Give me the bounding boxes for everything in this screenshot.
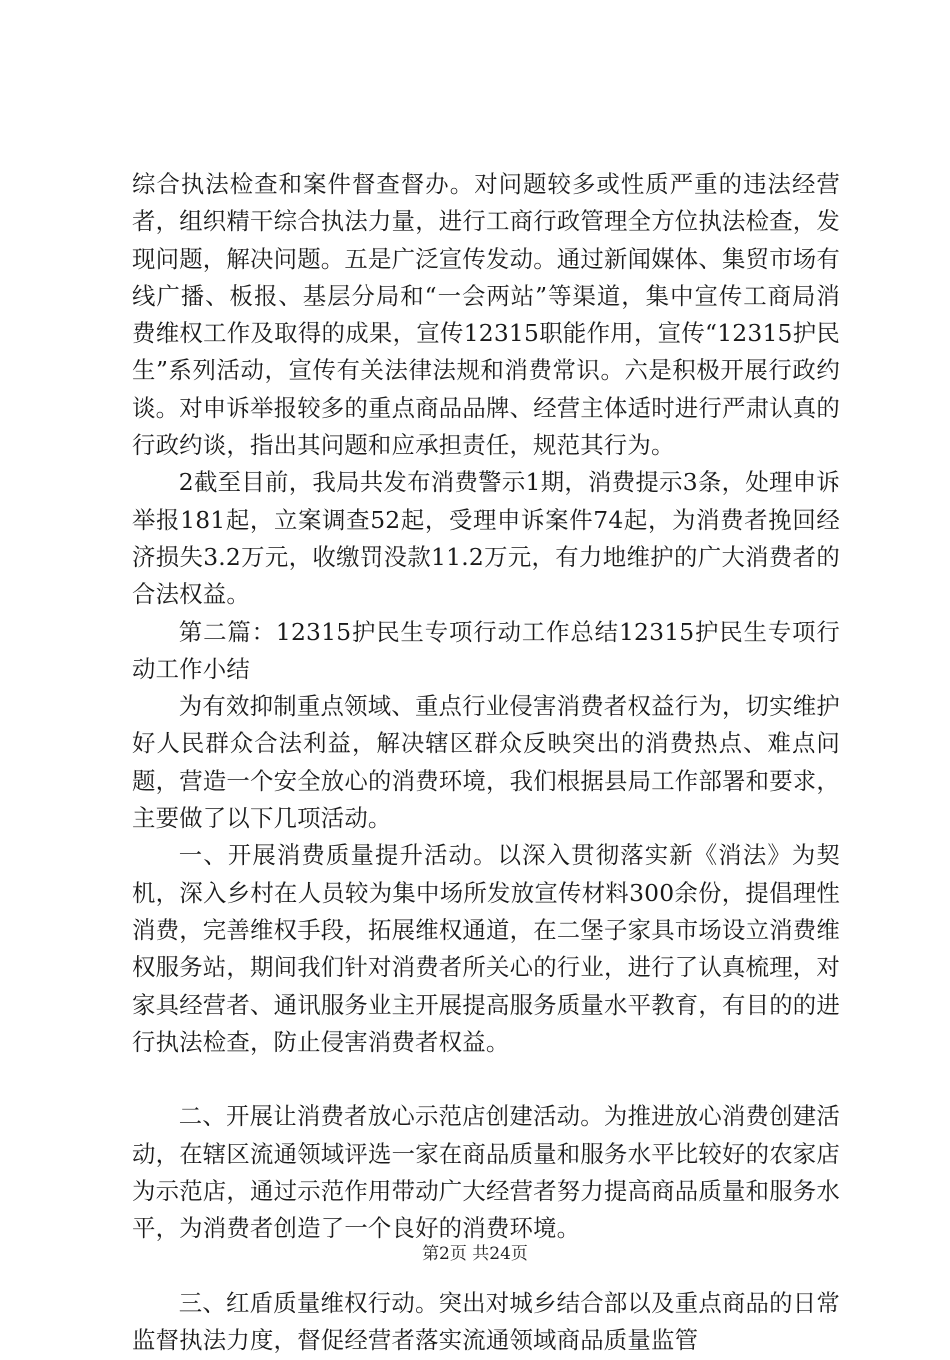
paragraph-item-one: 一、开展消费质量提升活动。以深入贯彻落实新《消法》为契机，深入乡村在人员较为集中场所发放宣传材料300余份，提倡理性消费，完善维权手段，拓展维权通道，在二堡子家具市场设立消费维权服务站，期间我们针对消费者所关心的行业，进行了认真梳理，对家具经营者、通讯服务业主开展提高服务质量水平教育，有目的的进行执法检查，防止侵害消费者权益。 — [132, 841, 840, 1056]
paragraph-introduction: 为有效抑制重点领域、重点行业侵害消费者权益行为，切实维护好人民群众合法利益，解决辖区群众反映突出的消费热点、难点问题，营造一个安全放心的消费环境，我们根据县局工作部署和要求，主要做了以下几项活动。 — [132, 692, 840, 833]
page-number-label: 第2页 共24页 — [422, 1244, 528, 1264]
paragraph-statistics: 2截至目前，我局共发布消费警示1期，消费提示3条，处理申诉举报181起，立案调查52起，受理申诉案件74起，为消费者挽回经济损失3.2万元，收缴罚没款11.2万元，有力地维护的广大消费者的合法权益。 — [132, 468, 840, 609]
document-body — [132, 166, 840, 1360]
paragraph-item-two: 二、开展让消费者放心示范店创建活动。为推进放心消费创建活动，在辖区流通领域评选一家在商品质量和服务水平比较好的农家店为示范店，通过示范作用带动广大经营者努力提高商品质量和服务水平，为消费者创造了一个良好的消费环境。 — [132, 1102, 840, 1243]
paragraph-enforcement-measures: 综合执法检查和案件督查督办。对问题较多或性质严重的违法经营者，组织精干综合执法力量，进行工商行政管理全方位执法检查，发现问题，解决问题。五是广泛宣传发动。通过新闻媒体、集贸市场有线广播、板报、基层分局和“一会两站”等渠道，集中宣传工商局消费维权工作及取得的成果，宣传12315职能作用，宣传“12315护民生”系列活动，宣传有关法律法规和消费常识。六是积极开展行政约谈。对申诉举报较多的重点商品品牌、经营主体适时进行严肃认真的行政约谈，指出其问题和应承担责任，规范其行为。 — [132, 170, 840, 460]
section-heading-part-two: 第二篇：12315护民生专项行动工作总结12315护民生专项行动工作小结 — [132, 617, 840, 683]
paragraph-item-three: 三、红盾质量维权行动。突出对城乡结合部以及重点商品的日常监督执法力度，督促经营者落实流通领域商品质量监管 — [132, 1288, 840, 1355]
page-footer — [0, 1242, 950, 1266]
paragraph-spacer — [132, 1061, 840, 1098]
